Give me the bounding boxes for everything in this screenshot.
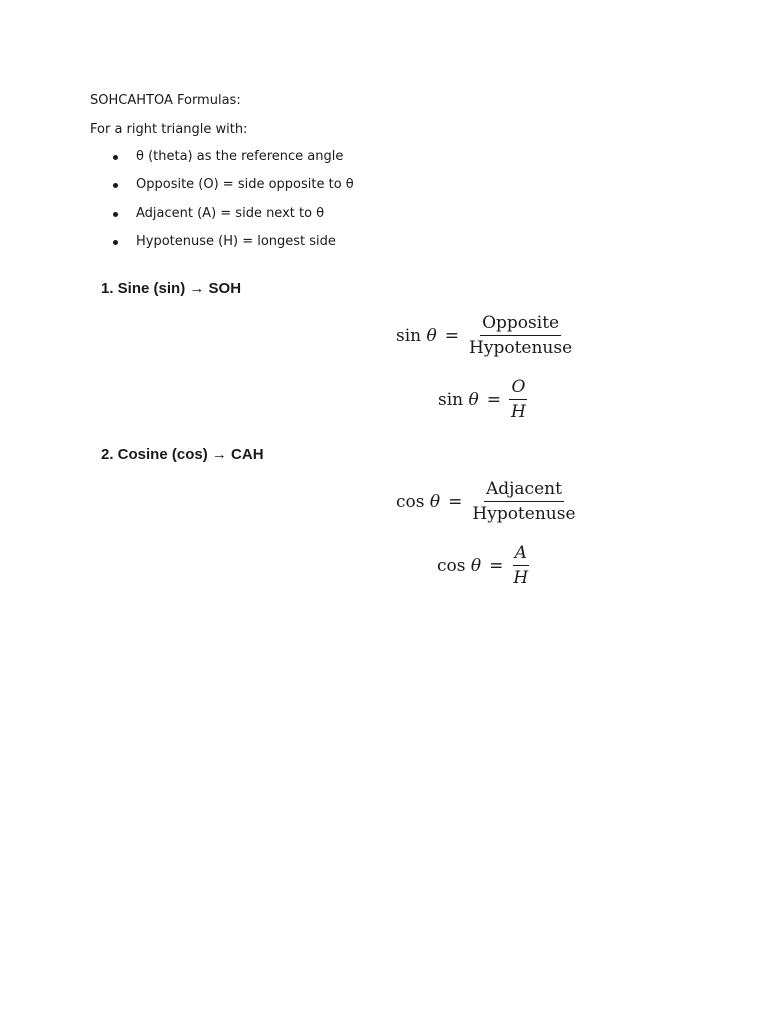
fraction [467, 313, 574, 358]
formula-lhs [396, 326, 437, 346]
cosine-formula-full [396, 479, 578, 524]
fraction [511, 543, 530, 588]
denominator: Hypotenuse [469, 338, 573, 358]
cosine-heading: 2. Cosine (cos) → CAH [101, 446, 264, 463]
list-item: Adjacent (A) = side next to θ [112, 205, 354, 233]
formula-lhs [396, 492, 440, 512]
numerator: O [509, 377, 527, 400]
sine-formula-short [438, 377, 528, 422]
function-name: cos [396, 491, 425, 512]
denominator: H [511, 402, 526, 422]
intro-text: For a right triangle with: [90, 122, 248, 137]
angle-variable: θ [429, 491, 441, 512]
equals-sign: = [486, 389, 502, 410]
document-title: SOHCAHTOA Formulas: [90, 93, 241, 108]
denominator: H [513, 568, 529, 588]
sine-formula-full [396, 313, 574, 358]
list-item: Opposite (O) = side opposite to θ [112, 176, 354, 204]
numerator: Adjacent [484, 479, 564, 502]
sine-heading: 1. Sine (sin) → SOH [101, 280, 242, 297]
equals-sign: = [489, 555, 504, 576]
fraction [509, 377, 528, 422]
angle-variable: θ [470, 555, 482, 576]
fraction [470, 479, 577, 524]
list-item: θ (theta) as the reference angle [112, 148, 354, 176]
cosine-formula-short [437, 543, 530, 588]
denominator: Hypotenuse [472, 504, 576, 524]
definition-list [112, 148, 354, 261]
numerator: A [513, 543, 529, 566]
formula-lhs [437, 556, 481, 576]
list-item: Hypotenuse (H) = longest side [112, 233, 354, 261]
angle-variable: θ [426, 325, 437, 346]
equals-sign: = [448, 491, 463, 512]
function-name: cos [437, 555, 466, 576]
formula-lhs [438, 390, 479, 410]
equals-sign: = [444, 325, 460, 346]
function-name: sin [396, 325, 422, 346]
function-name: sin [438, 389, 464, 410]
numerator: Opposite [480, 313, 561, 336]
angle-variable: θ [468, 389, 479, 410]
